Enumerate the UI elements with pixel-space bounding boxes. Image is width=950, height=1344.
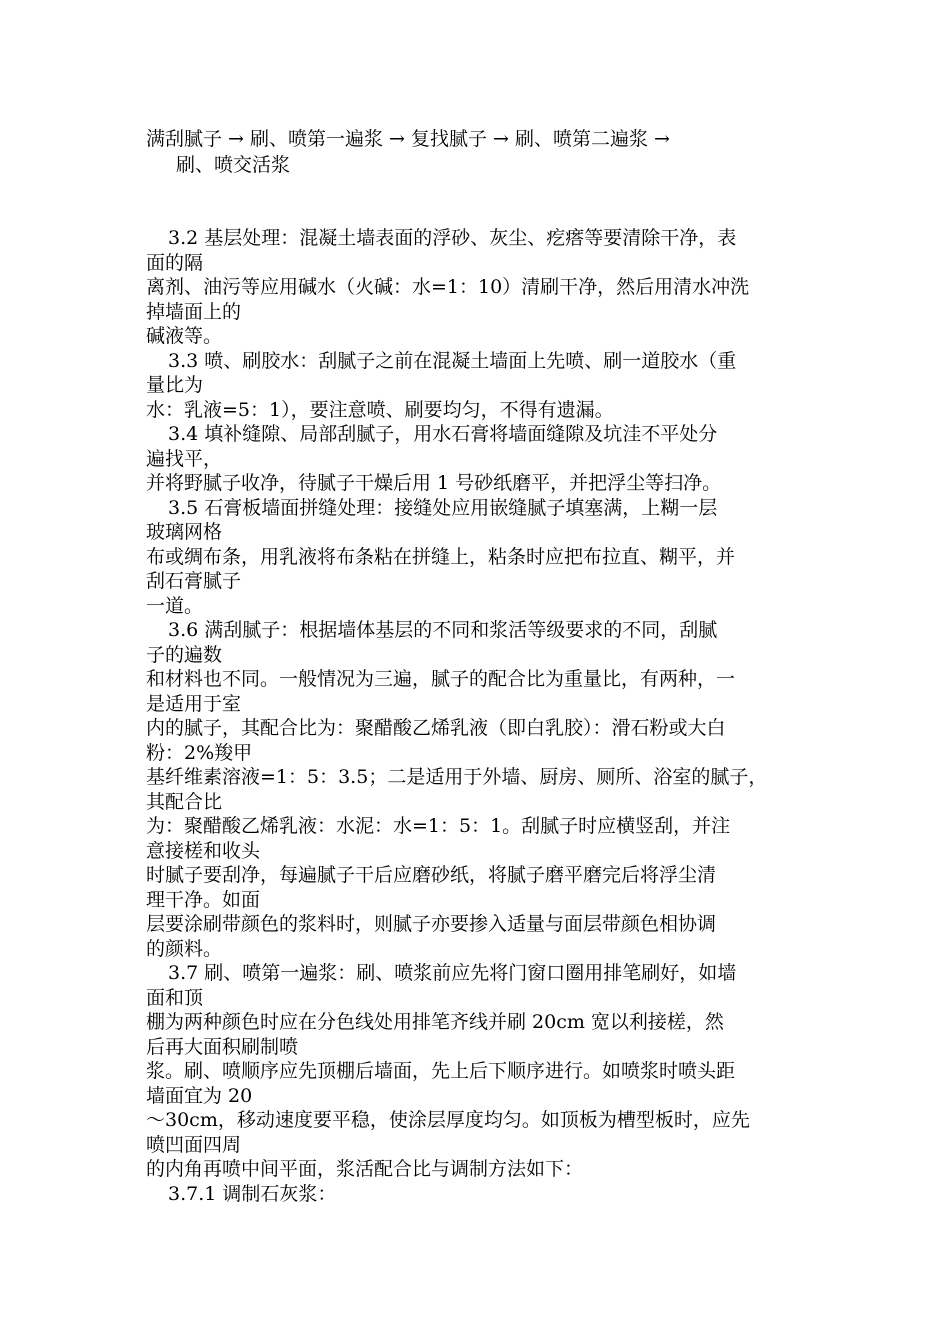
text-line: 面和顶 <box>146 986 204 1009</box>
text-line: 内的腻子，其配合比为：聚醋酸乙烯乳液（即白乳胶）：滑石粉或大白 <box>146 717 726 739</box>
text-line: 3.7 刷、喷第一遍浆：刷、喷浆前应先将门窗口圈用排笔刷好，如墙 <box>168 962 737 984</box>
text-line: 一道。 <box>146 594 204 617</box>
text-line: 是适用于室 <box>146 692 242 715</box>
text-line: 和材料也不同。一般情况为三遍，腻子的配合比为重量比，有两种，一 <box>146 668 736 690</box>
text-line: 3.4 填补缝隙、局部刮腻子，用水石膏将墙面缝隙及坑洼不平处分 <box>168 423 718 445</box>
text-line: 刮石膏腻子 <box>146 570 242 592</box>
text-line: 布或绸布条，用乳液将布条粘在拼缝上，粘条时应把布拉直、糊平，并 <box>146 545 736 568</box>
text-line: 并将野腻子收净，待腻子干燥后用 1 号砂纸磨平，并把浮尘等扫净。 <box>146 472 722 494</box>
text-line: 理干净。如面 <box>146 888 261 911</box>
text-line: 为：聚醋酸乙烯乳液：水泥：水=1：5：1。刮腻子时应横竖刮，并注 <box>146 815 731 837</box>
text-line: 3.2 基层处理：混凝土墙表面的浮砂、灰尘、疙瘩等要清除干净，表 <box>168 227 737 249</box>
text-line: 3.7.1 调制石灰浆： <box>168 1182 337 1205</box>
text-line: 粉：2%羧甲 <box>146 741 253 764</box>
text-line: 墙面宜为 20 <box>146 1084 253 1107</box>
text-line: 离剂、油污等应用碱水（火碱：水=1：10）清刷干净，然后用清水冲洗 <box>146 276 750 298</box>
text-line: 意接槎和收头 <box>146 839 261 862</box>
text-line: 的颜料。 <box>146 937 223 960</box>
text-line: 碱液等。 <box>146 325 223 347</box>
text-line: 3.5 石膏板墙面拼缝处理：接缝处应用嵌缝腻子填塞满，上糊一层 <box>168 496 718 519</box>
text-line: 棚为两种颜色时应在分色线处用排笔齐线并刷 20cm 宽以利接槎，然 <box>146 1011 724 1033</box>
text-line: 量比为 <box>146 374 204 396</box>
text-line: 喷凹面四周 <box>146 1133 242 1156</box>
text-line: ～30cm，移动速度要平稳，使涂层厚度均匀。如顶板为槽型板时，应先 <box>146 1109 750 1131</box>
text-line: 后再大面积刷制喷 <box>146 1035 299 1058</box>
text-line: 面的隔 <box>146 251 204 274</box>
text-line: 的内角再喷中间平面，浆活配合比与调制方法如下： <box>146 1158 584 1180</box>
text-line: 时腻子要刮净，每遍腻子干后应磨砂纸，将腻子磨平磨完后将浮尘清 <box>146 864 717 886</box>
text-line: 其配合比 <box>146 790 223 813</box>
document-body <box>146 226 826 1206</box>
text-line: 掉墙面上的 <box>146 300 242 323</box>
text-line: 3.6 满刮腻子：根据墙体基层的不同和浆活等级要求的不同，刮腻 <box>168 619 718 641</box>
text-line: 浆。刷、喷顺序应先顶棚后墙面，先上后下顺序进行。如喷浆时喷头距 <box>146 1060 736 1082</box>
process-flow-line: 刷、喷交活浆 <box>176 154 291 176</box>
process-flow-line: 满刮腻子 → 刷、喷第一遍浆 → 复找腻子 → 刷、喷第二遍浆 → <box>146 128 670 150</box>
text-line: 玻璃网格 <box>146 521 223 543</box>
process-flow <box>146 126 836 178</box>
text-line: 遍找平， <box>146 447 223 470</box>
text-line: 层要涂刷带颜色的浆料时，则腻子亦要掺入适量与面层带颜色相协调 <box>146 913 717 935</box>
text-line: 3.3 喷、刷胶水：刮腻子之前在混凝土墙面上先喷、刷一道胶水（重 <box>168 349 737 372</box>
text-line: 水：乳液=5：1），要注意喷、刷要均匀，不得有遗漏。 <box>146 398 614 421</box>
text-line: 子的遍数 <box>146 643 223 666</box>
text-line: 基纤维素溶液=1：5：3.5；二是适用于外墙、厨房、厕所、浴室的腻子， <box>146 766 768 788</box>
